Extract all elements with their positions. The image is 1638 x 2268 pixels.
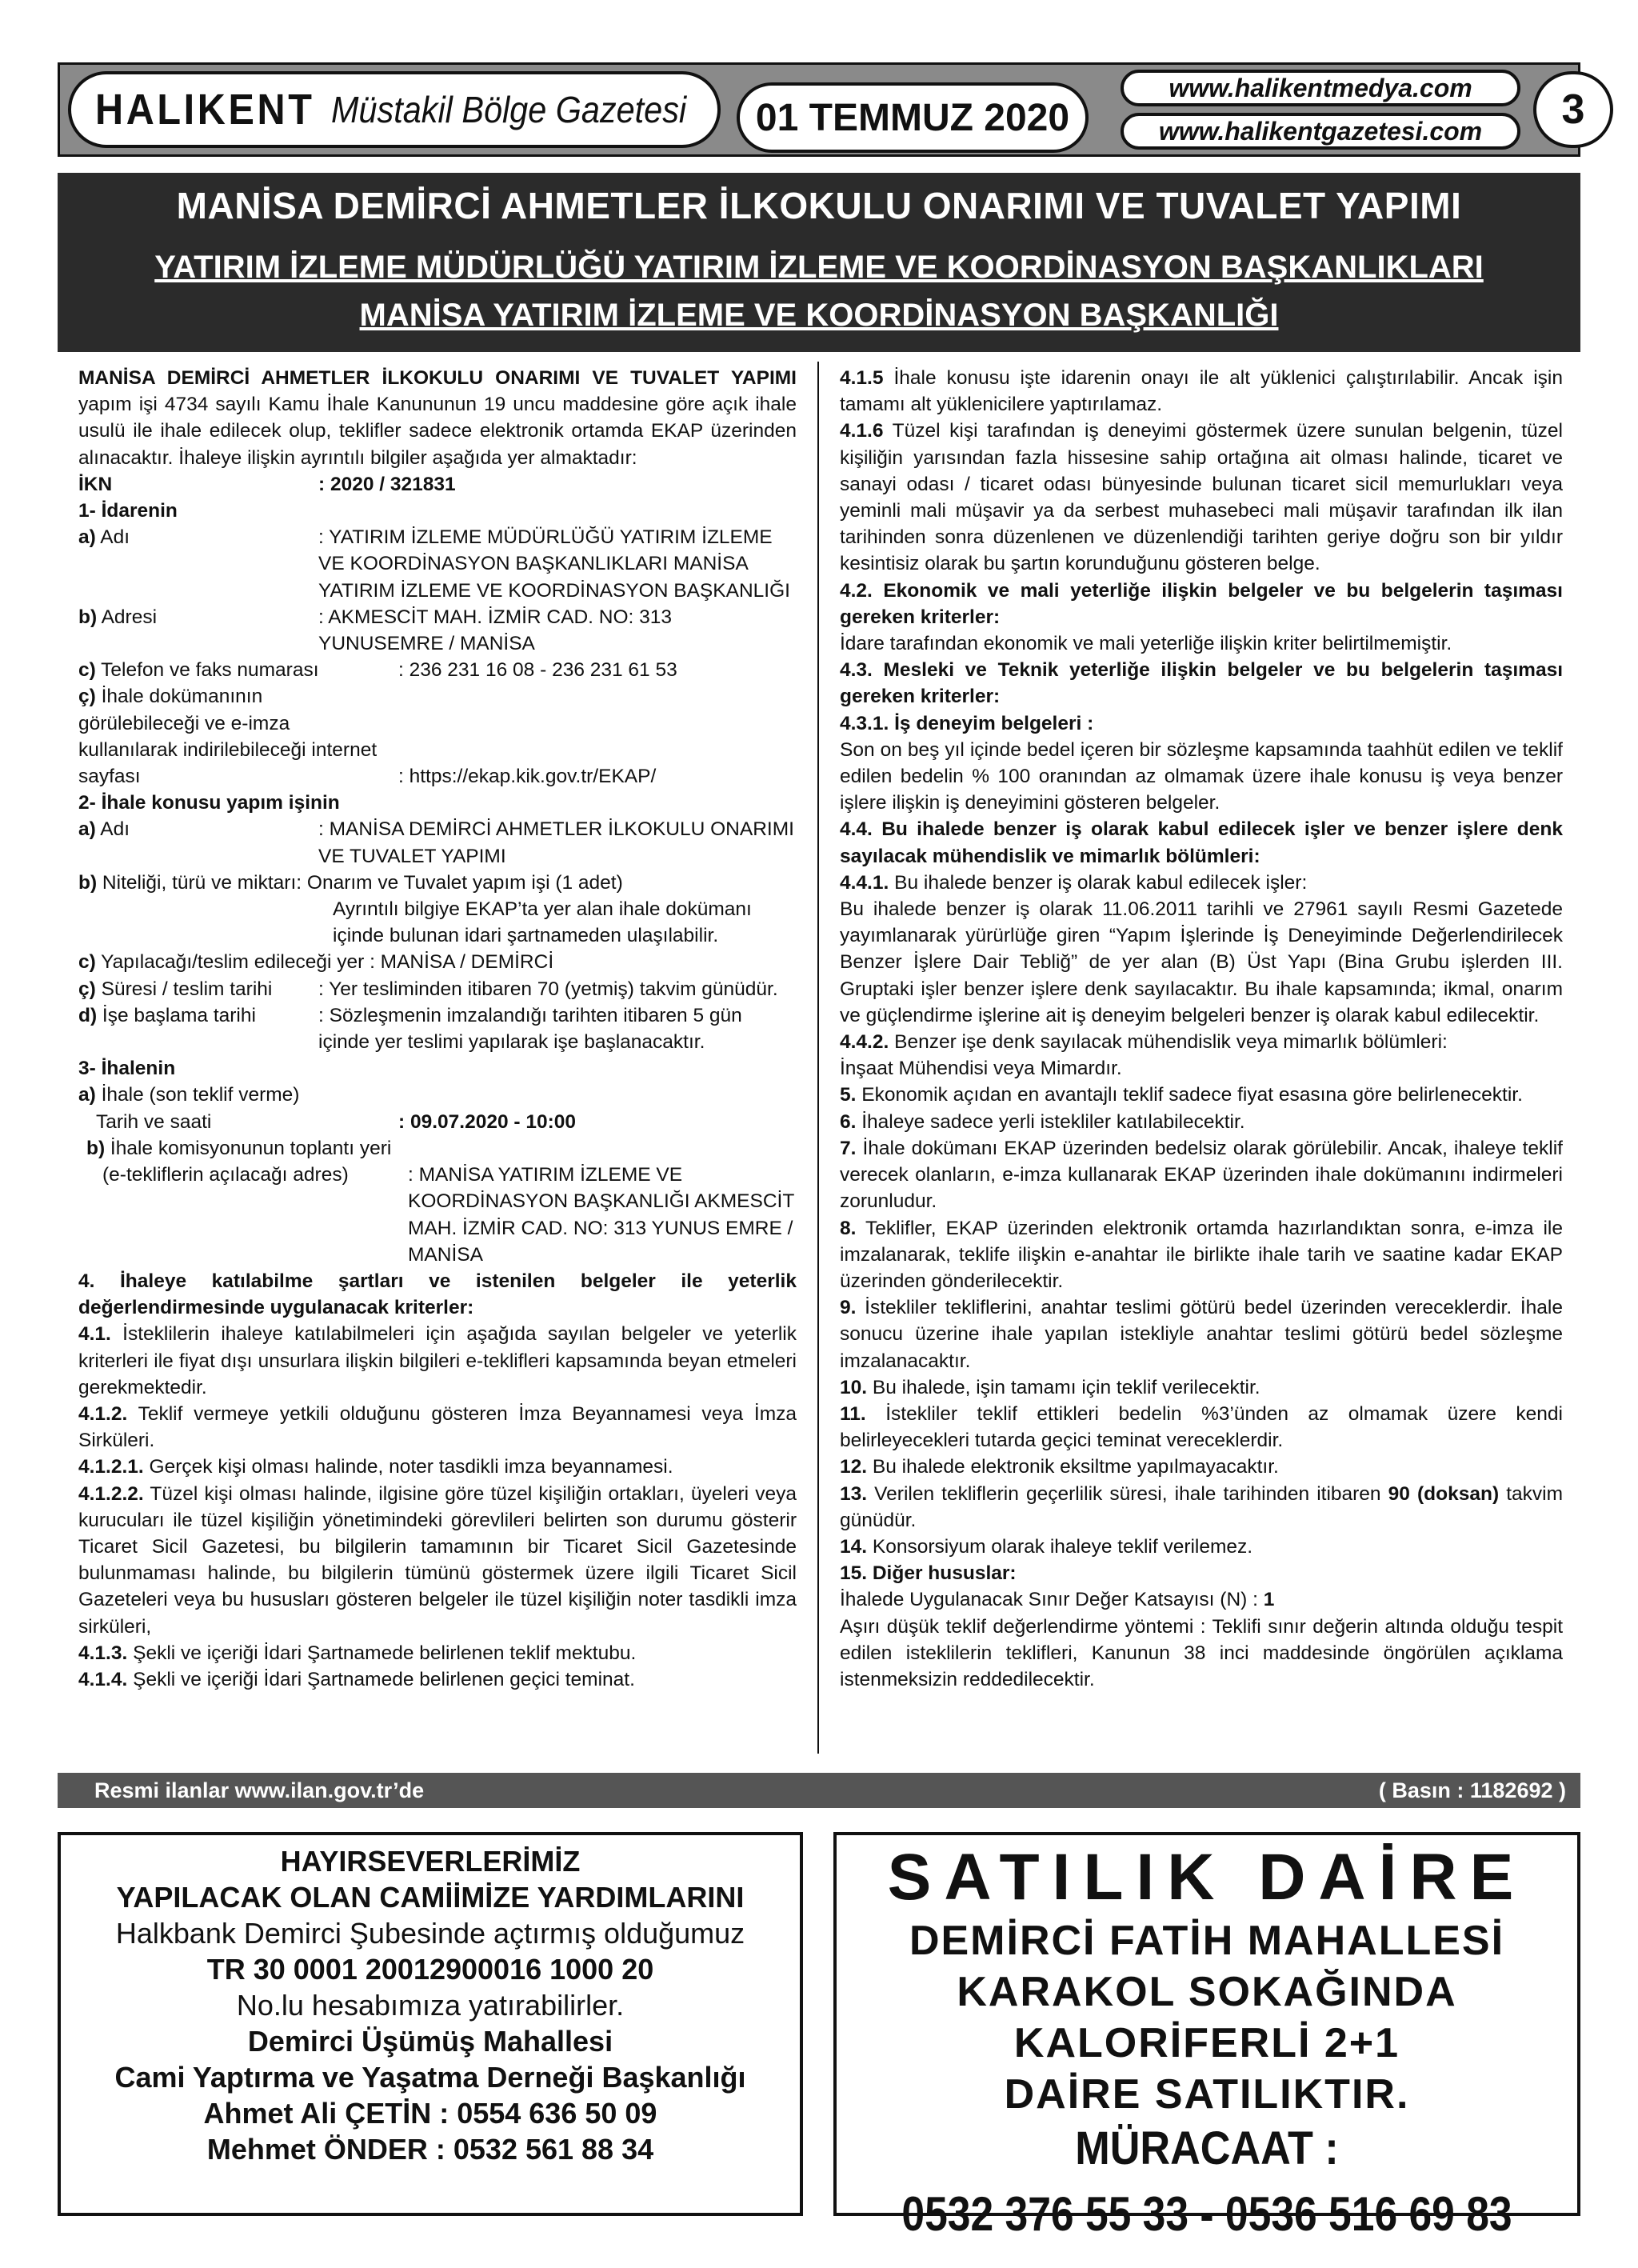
press-number: ( Basın : 1182692 ) (1378, 1778, 1566, 1802)
clause-text: Benzer işe denk sayılacak mühendislik veya mimarlık bölümleri: (889, 1031, 1448, 1054)
clause-4-4-1: Bu ihalede benzer iş olarak 11.06.2011 tarihli ve 27961 sayılı Resmi Gazetede yayımlanarak yürürlüğe giren “Yapım İşlerinde İş Deneyiminde Değerlendirilecek Benzer İşlere Dair Tebliğ” de yer alan (B) Üst Yapı (Bina Grubu işlerden III. Gruptaki işler benzer işlere denk sayılacaktır. Bu ihale kapsamında; ikmal, onarım ve güçlendirme işlerine ait iş deneyim belgeleri benzer iş olarak kabul edilecektir. (840, 898, 1563, 1026)
ikn-row (78, 471, 797, 498)
clause-4-4-1-heading (840, 870, 1563, 896)
item-letter: a) (78, 818, 96, 841)
start-date-row (78, 1002, 797, 1055)
clause-number: 7. (840, 1137, 857, 1159)
donation-ad-line-7: Cami Yaptırma ve Yaşatma Derneği Başkanlığı (114, 2061, 746, 2094)
clause-text: Verilen tekliflerin geçerlilik süresi, ihale tarihinden itibaren (867, 1482, 1388, 1505)
clause-text: İhale konusu işte idarenin onayı ile alt yüklenici çalıştırılabilir. Ancak işin tamamı alt yüklenicilere yaptırılamaz. (840, 367, 1563, 416)
clause-4-4-heading: 4.4. Bu ihalede benzer iş olarak kabul edilecek işler ve benzer işlere denk sayılacak mühendislik ve mimarlık bölümleri: (840, 818, 1563, 867)
official-notice-strip (58, 1773, 1580, 1808)
item-letter: c) (78, 659, 96, 682)
item-letter: a) (78, 1084, 96, 1106)
admin-address-row (78, 604, 797, 657)
clause-number: 4.1.5 (840, 367, 884, 389)
clause-4-1-2 (78, 1401, 797, 1454)
clause-10 (840, 1374, 1563, 1401)
donation-ad (58, 1832, 803, 2216)
clause-4-1 (78, 1321, 797, 1401)
apartment-sale-ad (833, 1832, 1580, 2241)
clause-text: Konsorsiyum olarak ihaleye teklif verilemez. (867, 1535, 1253, 1558)
clause-text: Teklifler, EKAP üzerinden elektronik ortamda hazırlandıktan sonra, e-imza ile imzalanarak, teklife ilişkin e-anahtar ile birlikte ihale tarih ve saatine kadar EKAP üzerinden gönderilecektir. (840, 1217, 1563, 1292)
item-letter: a) (78, 526, 96, 549)
clause-4-1-6 (840, 418, 1563, 577)
clause-number: 4.1.2.2. (78, 1482, 144, 1505)
admin-name-value: : YATIRIM İZLEME MÜDÜRLÜĞÜ YATIRIM İZLEME VE KOORDİNASYON BAŞKANLIKLARI MANİSA YATIRIM İZLEME VE KOORDİNASYON BAŞKANLIĞI (318, 526, 790, 602)
clause-number: 4.1.3. (78, 1642, 128, 1664)
clause-number: 11. (840, 1402, 866, 1425)
section-1-heading: 1- İdarenin (78, 500, 178, 522)
clause-5 (840, 1082, 1563, 1108)
website-link-1[interactable]: www.halikentmedya.com (1121, 70, 1520, 106)
tender-org-1: YATIRIM İZLEME MÜDÜRLÜĞÜ YATIRIM İZLEME VE KOORDİNASYON BAŞKANLIKLARI (154, 250, 1484, 285)
website-row (78, 683, 797, 790)
donation-ad-iban: TR 30 0001 20012900016 1000 20 (206, 1953, 654, 1986)
bid-deadline-heading (78, 1082, 797, 1108)
clause-4-3-1: Son on beş yıl içinde bedel içeren bir sözleşme kapsamında taahhüt edilen ve teklif edilen bedelin % 100 oranından az olmamak üzere ihale konusu iş veya benzer işlere ilişkin iş deneyimini gösteren belgeler. (840, 738, 1563, 814)
clause-text: İstekliler teklif ettikleri bedelin %3’ünden az olmamak üzere kendi belirleyecekleri tutarda geçici teminat vereceklerdir. (840, 1402, 1563, 1452)
clause-4-3-heading: 4.3. Mesleki ve Teknik yeterliğe ilişkin belgeler ve bu belgelerin taşıması gereken kriterler: (840, 659, 1563, 708)
clause-4-2-heading: 4.2. Ekonomik ve mali yeterliğe ilişkin belgeler ve bu belgelerin taşıması gereken kriterler: (840, 579, 1563, 628)
clause-text: Ekonomik açıdan en avantajlı teklif sadece fiyat esasına göre belirlenecektir. (856, 1084, 1523, 1106)
donation-ad-line-2: YAPILACAK OLAN CAMİİMİZE YARDIMLARINI (116, 1881, 745, 1914)
item-letter: c) (78, 951, 96, 974)
clause-text: İhale dokümanı EKAP üzerinden bedelsiz olarak görülebilir. Ancak, ihaleye teklif verecek olanların, e-imza kullanarak EKAP üzerinden ihale dokümanını indirmeleri zorunludur. (840, 1137, 1563, 1213)
phone-label: Telefon ve faks numarası (95, 659, 319, 682)
website-link-2[interactable]: www.halikentgazetesi.com (1121, 113, 1520, 150)
admin-address-label: Adresi (97, 606, 158, 628)
validity-days: 90 (doksan) (1388, 1482, 1500, 1505)
clause-number: 12. (840, 1456, 868, 1478)
clause-number: 6. (840, 1110, 857, 1133)
clause-text: İhalede Uygulanacak Sınır Değer Katsayısı (N) : (840, 1589, 1264, 1611)
donation-ad-line-1: HAYIRSEVERLERİMİZ (280, 1845, 581, 1878)
section-2-heading: 2- İhale konusu yapım işinin (78, 792, 340, 814)
clause-text: Gerçek kişi olması halinde, noter tasdikli imza beyannamesi. (143, 1456, 673, 1478)
clause-number: 4.4.1. (840, 871, 889, 894)
clause-6 (840, 1109, 1563, 1135)
clause-15-method: Aşırı düşük teklif değerlendirme yöntemi : Teklifi sınır değerin altında olduğu tespit edilen isteklilerin teklifleri, Kanunun 38 inci maddesinde öngörülen açıklama istenmeksizin reddedilecektir. (840, 1615, 1563, 1690)
duration-value: : Yer tesliminden itibaren 70 (yetmiş) takvim günüdür. (318, 978, 778, 1000)
duration-row (78, 976, 797, 1002)
ikn-label: İKN (78, 473, 113, 495)
phone-row (78, 657, 797, 683)
clause-12 (840, 1454, 1563, 1480)
clause-11 (840, 1401, 1563, 1454)
work-name-value: : MANİSA DEMİRCİ AHMETLER İLKOKULU ONARIMI VE TUVALET YAPIMI (318, 818, 794, 867)
newspaper-name: HALIKENT (95, 86, 315, 134)
meeting-place-value: : MANİSA YATIRIM İZLEME VE KOORDİNASYON BAŞKANLIĞI AKMESCİT MAH. İZMİR CAD. NO: 313 YUNUS EMRE / MANİSA (408, 1164, 794, 1266)
clause-4-3-1-heading: 4.3.1. İş deneyim belgeleri : (840, 712, 1094, 734)
item-letter: b) (78, 871, 98, 894)
work-type-label: Niteliği, türü ve miktarı: (97, 871, 302, 894)
clause-4-4-2: İnşaat Mühendisi veya Mimardır. (840, 1058, 1122, 1080)
tender-header (58, 173, 1580, 352)
donation-ad-line-5: No.lu hesabımıza yatırabilirler. (236, 1989, 625, 2022)
clause-number: 10. (840, 1376, 868, 1398)
clause-number: 4.1.6 (840, 420, 884, 442)
clause-number: 13. (840, 1482, 868, 1505)
donation-ad-line-6: Demirci Üşümüş Mahallesi (247, 2025, 613, 2058)
website-value[interactable]: : https://ekap.kik.gov.tr/EKAP/ (398, 766, 657, 788)
phone-value: : 236 231 16 08 - 236 231 61 53 (398, 659, 677, 682)
clause-4-2: İdare tarafından ekonomik ve mali yeterliğe ilişkin kriter belirtilmemiştir. (840, 633, 1452, 655)
clause-number: 5. (840, 1084, 857, 1106)
column-divider (817, 362, 819, 1754)
clause-number: 4.1. (78, 1323, 111, 1346)
intro-text: yapım işi 4734 sayılı Kamu İhale Kanununun 19 uncu maddesine göre açık ihale usulü ile ihale edilecek olup, teklifler sadece elektronik ortamda EKAP üzerinden alınacaktır. İhaleye ilişkin ayrıntılı bilgiler aşağıda yer almaktadır: (78, 394, 797, 469)
work-name-row (78, 816, 797, 869)
intro-paragraph (78, 365, 797, 471)
sale-ad-line-2: KARAKOL SOKAĞINDA (957, 1969, 1457, 2015)
clause-text: İsteklilerin ihaleye katılabilmeleri için aşağıda sayılan belgeler ve yeterlik kriterleri ile fiyat dışı unsurlara ilişkin bilgileri e-teklifleri kapsamında beyan etmeleri gerekmektedir. (78, 1323, 797, 1398)
clause-4-1-5 (840, 365, 1563, 418)
bid-deadline-value: : 09.07.2020 - 10:00 (398, 1110, 577, 1133)
clause-14 (840, 1534, 1563, 1560)
clause-7 (840, 1135, 1563, 1215)
issue-date: 01 TEMMUZ 2020 (737, 82, 1089, 153)
clause-4-1-2-2 (78, 1481, 797, 1640)
item-letter: ç) (78, 686, 96, 708)
start-date-value: : Sözleşmenin imzalandığı tarihten itibaren 5 gün içinde yer teslimi yapılarak işe başlanacaktır. (318, 1004, 742, 1054)
brand-pill (68, 71, 721, 148)
sale-ad-contact-label: MÜRACAAT : (1075, 2122, 1339, 2174)
clause-4-1-3 (78, 1640, 797, 1666)
clause-number: 8. (840, 1217, 857, 1239)
tender-title: MANİSA DEMİRCİ AHMETLER İLKOKULU ONARIMI VE TUVALET YAPIMI (176, 185, 1462, 226)
clause-8 (840, 1215, 1563, 1295)
tender-org-2: MANİSA YATIRIM İZLEME VE KOORDİNASYON BAŞKANLIĞI (359, 298, 1279, 333)
work-type-note: Ayrıntılı bilgiye EKAP’ta yer alan ihale dokümanı içinde bulunan idari şartnameden ulaşılabilir. (333, 898, 752, 947)
clause-number: 9. (840, 1297, 857, 1319)
coefficient-value: 1 (1263, 1589, 1275, 1611)
masthead (58, 62, 1585, 157)
work-name-label: Adı (95, 818, 130, 841)
sale-ad-phones: 0532 376 55 33 - 0536 516 69 83 (901, 2187, 1512, 2241)
ikn-value: : 2020 / 321831 (318, 473, 456, 495)
clause-number: 4.1.2. (78, 1402, 128, 1425)
clause-9 (840, 1294, 1563, 1374)
item-letter: b) (78, 606, 98, 628)
clause-text: takvim günüdür. (840, 1482, 1564, 1531)
clause-text: Şekli ve içeriği İdari Şartnamede belirlenen geçici teminat. (127, 1668, 635, 1690)
clause-text: Bu ihalede elektronik eksiltme yapılmayacaktır. (867, 1456, 1279, 1478)
work-location-text: Yapılacağı/teslim edileceği yer : MANİSA / DEMİRCİ (95, 951, 554, 974)
sale-ad-line-3: KALORİFERLİ 2+1 (1013, 2020, 1400, 2066)
meeting-place-heading (78, 1135, 797, 1162)
clause-4-4-2-heading (840, 1029, 1563, 1055)
work-type-row (78, 870, 797, 896)
meeting-place-text: İhale komisyonunun toplantı yeri (105, 1137, 392, 1159)
meeting-place-row (78, 1162, 797, 1268)
official-notice-link[interactable]: Resmi ilanlar www.ilan.gov.tr’de (94, 1778, 425, 1802)
donation-ad-contact-2: Mehmet ÖNDER : 0532 561 88 34 (206, 2133, 654, 2166)
clause-text: Bu ihalede, işin tamamı için teklif verilecektir. (867, 1376, 1260, 1398)
donation-ad-line-3: Halkbank Demirci Şubesinde açtırmış olduğumuz (115, 1917, 745, 1950)
section-4-heading: 4. İhaleye katılabilme şartları ve istenilen belgeler ile yeterlik değerlendirmesinde uygulanacak kriterler: (78, 1270, 797, 1319)
clause-number: 4.4.2. (840, 1031, 889, 1054)
work-type-value: Onarım ve Tuvalet yapım işi (1 adet) (302, 871, 623, 894)
clause-number: 4.1.2.1. (78, 1456, 144, 1478)
clause-text: Teklif vermeye yetkili olduğunu gösteren İmza Beyannamesi veya İmza Sirküleri. (78, 1402, 797, 1452)
website-label: İhale dokümanının görülebileceği ve e-imza kullanılarak indirilebileceği internet sayfası (78, 686, 378, 788)
start-date-label: İşe başlama tarihi (97, 1004, 256, 1026)
clause-number: 4.1.4. (78, 1668, 128, 1690)
sale-ad-line-4: DAİRE SATILIKTIR. (1004, 2071, 1410, 2118)
duration-label: Süresi / teslim tarihi (95, 978, 273, 1000)
bid-deadline-label: Tarih ve saati (96, 1110, 212, 1133)
bid-deadline-row (78, 1109, 797, 1135)
admin-address-value: : AKMESCİT MAH. İZMİR CAD. NO: 313 YUNUSEMRE / MANİSA (318, 606, 672, 655)
right-column (840, 365, 1563, 1693)
meeting-place-label: (e-tekliflerin açılacağı adres) (102, 1164, 349, 1186)
left-column (78, 365, 797, 1693)
work-location-row (78, 949, 797, 975)
clause-text: Bu ihalede benzer iş olarak kabul edilecek işler: (889, 871, 1308, 894)
clause-text: Tüzel kişi tarafından iş deneyimi göstermek üzere sunulan belgenin, tüzel kişiliğin yarısından fazla hissesine sahip ortağına ait olması halinde, ticaret ve sanayi odası / ticaret odası bünyesinde bulunan ticaret sicil memurlukları veya yeminli mali müşavir ya da serbest muhasebeci mali müşavir tarafından ilk ilan tarihinden sonra düzenlenen ve düzenlendiği tarihten geriye doğru son bir yıldır kesintisiz olarak bu şartın korunduğunu gösteren belge. (840, 420, 1563, 575)
admin-name-row (78, 524, 797, 604)
item-letter: ç) (78, 978, 96, 1000)
item-letter: d) (78, 1004, 98, 1026)
clause-text: Tüzel kişi olması halinde, ilgisine göre tüzel kişiliğin ortakları, üyeleri veya kurucuları ile tüzel kişiliğin yönetimindeki görevlileri belirten son durumu gösterir Ticaret Sicil Gazetesi, bu bilgilerin tamamının bir Ticaret Sicil Gazetesinde bulunmaması halinde, bu bilgilerin tümünü göstermek üzere ilgili Ticaret Sicil Gazeteleri veya bu hususları gösteren belgeler ile tüzel kişiliğin noter tasdikli imza sirküleri, (78, 1482, 797, 1638)
clause-4-1-2-1 (78, 1454, 797, 1480)
admin-name-label: Adı (95, 526, 130, 549)
newspaper-subtitle: Müstakil Bölge Gazetesi (330, 89, 687, 130)
clause-15-heading: 15. Diğer hususlar: (840, 1562, 1017, 1585)
clause-text: İhaleye sadece yerli istekliler katılabilecektir. (856, 1110, 1245, 1133)
clause-13 (840, 1481, 1563, 1534)
page-number: 3 (1533, 71, 1613, 148)
intro-bold: MANİSA DEMİRCİ AHMETLER İLKOKULU ONARIMI VE TUVALET YAPIMI (78, 367, 797, 389)
clause-text: Şekli ve içeriği İdari Şartnamede belirlenen teklif mektubu. (127, 1642, 637, 1664)
donation-ad-contact-1: Ahmet Ali ÇETİN : 0554 636 50 09 (203, 2097, 657, 2130)
clause-text: İstekliler tekliflerini, anahtar teslimi götürü bedel üzerinden vereceklerdir. İhale sonucu üzerine ihale yapılan istekliyle anahtar teslimi götürü bedel sözleşme imzalanacaktır. (840, 1297, 1563, 1372)
section-3-heading: 3- İhalenin (78, 1058, 176, 1080)
sale-ad-title: SATILIK DAİRE (887, 1841, 1527, 1914)
clause-number: 14. (840, 1535, 868, 1558)
clause-4-1-4 (78, 1666, 797, 1693)
bid-deadline-text: İhale (son teklif verme) (95, 1084, 300, 1106)
sale-ad-line-1: DEMİRCİ FATİH MAHALLESİ (909, 1918, 1505, 1964)
item-letter: b) (86, 1137, 106, 1159)
clause-15-coefficient (840, 1586, 1563, 1613)
